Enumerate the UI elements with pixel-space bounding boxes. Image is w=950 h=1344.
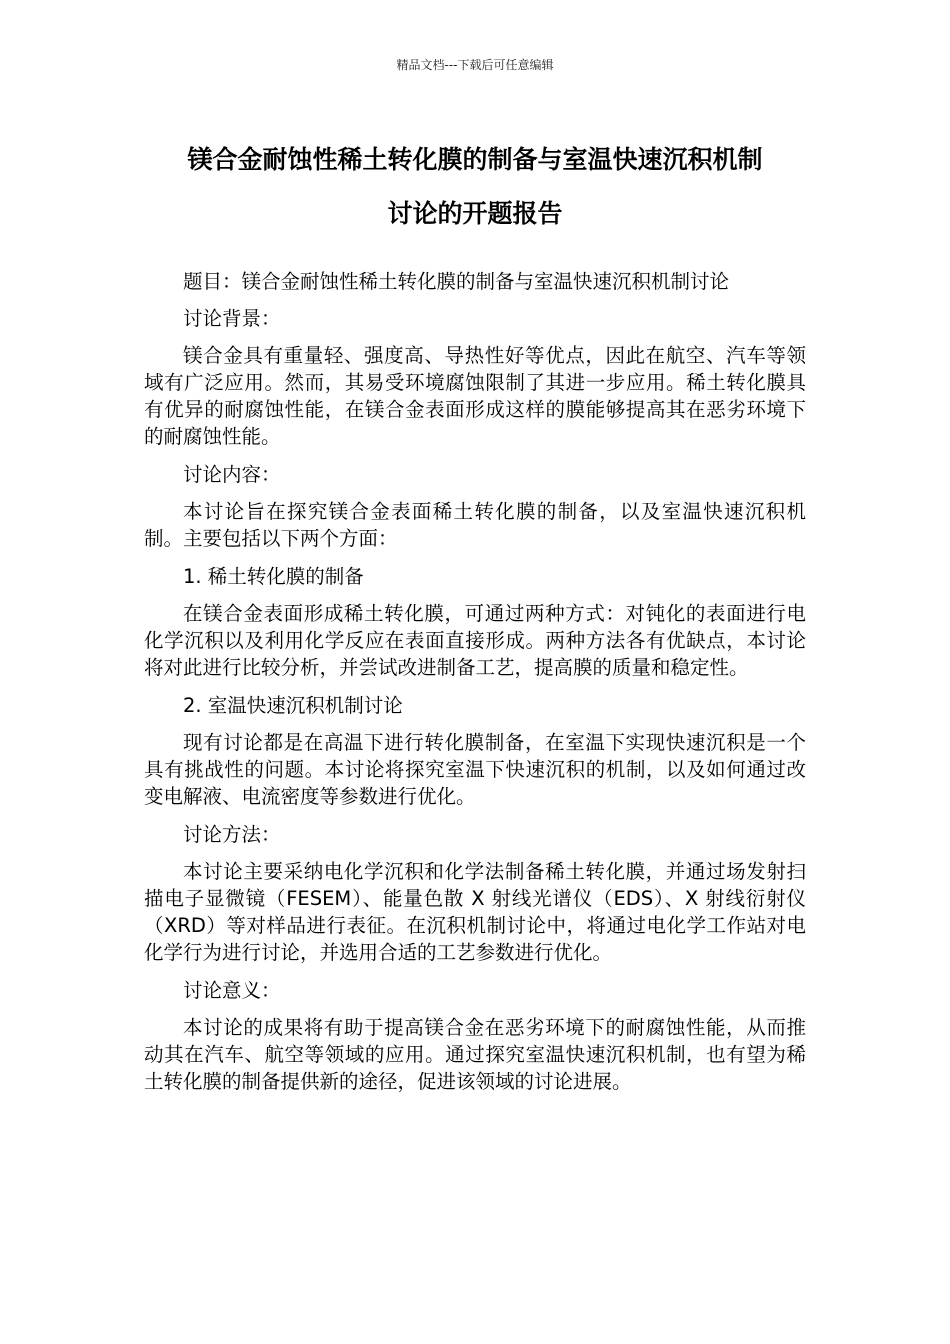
item-2-heading: 2. 室温快速沉积机制讨论: [183, 694, 403, 717]
method-paragraph: 本讨论主要采纳电化学沉积和化学法制备稀土转化膜，并通过场发射扫描电子显微镜（FESEM）、能量色散 X 射线光谱仪（EDS）、X 射线衍射仪（XRD）等对样品进行表征。在沉积机制讨论中，将通过电化学工作站对电化学行为进行讨论，并选用合适的工艺参数进行优化。: [144, 860, 806, 964]
item-2-paragraph: 现有讨论都是在高温下进行转化膜制备，在室温下实现快速沉积是一个具有挑战性的问题。本讨论将探究室温下快速沉积的机制，以及如何通过改变电解液、电流密度等参数进行优化。: [144, 731, 806, 808]
content-paragraph: 本讨论旨在探究镁合金表面稀土转化膜的制备，以及室温快速沉积机制。主要包括以下两个方面：: [144, 500, 806, 550]
significance-paragraph: 本讨论的成果将有助于提高镁合金在恶劣环境下的耐腐蚀性能，从而推动其在汽车、航空等领域的应用。通过探究室温快速沉积机制，也有望为稀土转化膜的制备提供新的途径，促进该领域的讨论进展。: [144, 1016, 806, 1093]
significance-heading: 讨论意义：: [183, 979, 281, 1002]
method-heading: 讨论方法：: [183, 823, 281, 846]
document-body: [144, 268, 806, 1106]
item-1-heading: 1. 稀土转化膜的制备: [183, 565, 364, 588]
item-1-paragraph: 在镁合金表面形成稀土转化膜，可通过两种方式：对钝化的表面进行电化学沉积以及利用化学反应在表面直接形成。两种方法各有优缺点，本讨论将对此进行比较分析，并尝试改进制备工艺，提高膜的质量和稳定性。: [144, 602, 806, 679]
document-title-line-1: 镁合金耐蚀性稀土转化膜的制备与室温快速沉积机制: [187, 145, 763, 174]
topic-line: 题目：镁合金耐蚀性稀土转化膜的制备与室温快速沉积机制讨论: [183, 270, 730, 293]
background-heading: 讨论背景：: [183, 307, 281, 330]
content-heading: 讨论内容：: [183, 463, 281, 486]
background-paragraph: 镁合金具有重量轻、强度高、导热性好等优点，因此在航空、汽车等领域有广泛应用。然而，其易受环境腐蚀限制了其进一步应用。稀土转化膜具有优异的耐腐蚀性能，在镁合金表面形成这样的膜能够提高其在恶劣环境下的耐腐蚀性能。: [144, 344, 806, 448]
page-header: 精品文档---下载后可任意编辑: [396, 58, 554, 72]
document-title-line-2: 讨论的开题报告: [387, 199, 563, 228]
